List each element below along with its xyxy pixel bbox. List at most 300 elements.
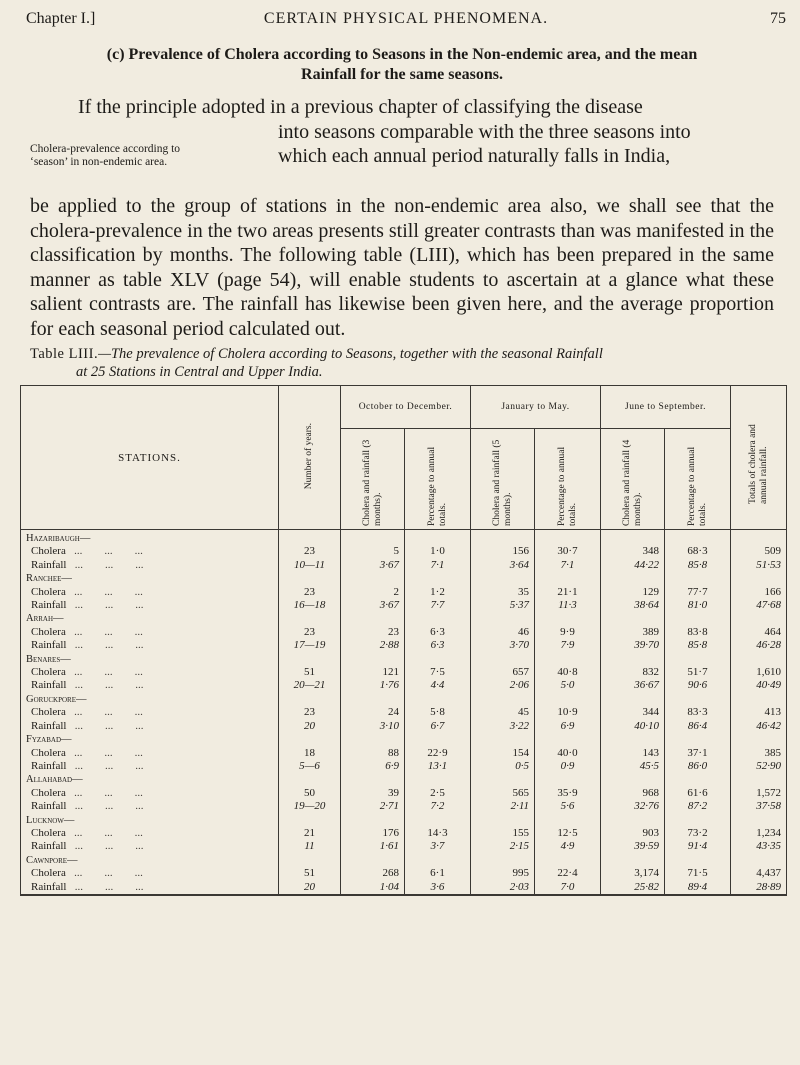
station-name: Cawnpore—: [21, 854, 279, 867]
empty-cell: [601, 773, 665, 786]
cholera-value: 5: [341, 545, 405, 558]
cholera-value: 4,437: [731, 867, 787, 880]
cholera-value: 1,234: [731, 827, 787, 840]
cholera-label-text: Cholera: [31, 786, 66, 799]
cholera-value: 83·3: [665, 706, 731, 719]
rainfall-label: [21, 599, 279, 612]
rainfall-value: 6·9: [341, 760, 405, 773]
paragraph-line: into seasons comparable with the three seasons into: [278, 120, 691, 143]
rainfall-value: 5—6: [279, 760, 341, 773]
empty-cell: [535, 653, 601, 666]
cholera-value: 1,572: [731, 787, 787, 800]
rainfall-value: 37·58: [731, 800, 787, 813]
cholera-value: 143: [601, 747, 665, 760]
station-header-row: [21, 854, 787, 867]
empty-cell: [665, 773, 731, 786]
cholera-value: 413: [731, 706, 787, 719]
margin-note: [30, 143, 270, 169]
rainfall-value: 20: [279, 720, 341, 733]
group-header-oct-dec: October to December.: [341, 386, 471, 429]
empty-cell: [601, 693, 665, 706]
rainfall-value: 3·67: [341, 599, 405, 612]
cholera-value: 657: [471, 666, 535, 679]
rainfall-label-text: Rainfall: [31, 679, 67, 692]
empty-cell: [341, 572, 405, 585]
rainfall-value: 46·28: [731, 639, 787, 652]
cholera-value: 7·5: [405, 666, 471, 679]
rainfall-value: 7·1: [405, 559, 471, 572]
cholera-value: 88: [341, 747, 405, 760]
rainfall-value: 43·35: [731, 840, 787, 853]
empty-cell: [279, 530, 341, 546]
cholera-label-text: Cholera: [31, 746, 66, 759]
empty-cell: [471, 733, 535, 746]
leader-dots: ... ... ...: [66, 840, 144, 853]
cholera-value: 50: [279, 787, 341, 800]
rainfall-label: [21, 800, 279, 813]
leader-dots: ... ... ...: [66, 679, 144, 692]
rainfall-value: 45·5: [601, 760, 665, 773]
cholera-value: 1·0: [405, 545, 471, 558]
rainfall-value: 3·7: [405, 840, 471, 853]
cholera-value: 156: [471, 545, 535, 558]
empty-cell: [665, 814, 731, 827]
cholera-label-text: Cholera: [31, 867, 66, 880]
station-header-row: [21, 572, 787, 585]
rainfall-value: 2·88: [341, 639, 405, 652]
rainfall-value: 19—20: [279, 800, 341, 813]
cholera-value: 832: [601, 666, 665, 679]
empty-cell: [405, 612, 471, 625]
rainfall-label-text: Rainfall: [31, 558, 67, 571]
rainfall-value: 6·7: [405, 720, 471, 733]
cholera-row: [21, 827, 787, 840]
cholera-value: 154: [471, 747, 535, 760]
empty-cell: [601, 530, 665, 546]
station-header-row: [21, 773, 787, 786]
empty-cell: [279, 814, 341, 827]
empty-cell: [341, 733, 405, 746]
sub-header: Cholera and rainfall (3 months).: [341, 429, 405, 530]
rainfall-label-text: Rainfall: [31, 880, 67, 893]
rainfall-value: 2·11: [471, 800, 535, 813]
cholera-value: 51: [279, 867, 341, 880]
cholera-label-text: Cholera: [31, 706, 66, 719]
rainfall-label-text: Rainfall: [31, 719, 67, 732]
cholera-value: 903: [601, 827, 665, 840]
rainfall-value: 7·2: [405, 800, 471, 813]
rainfall-value: 11: [279, 840, 341, 853]
cholera-value: 2·5: [405, 787, 471, 800]
rainfall-value: 1·61: [341, 840, 405, 853]
cholera-row: [21, 706, 787, 719]
empty-cell: [731, 733, 787, 746]
empty-cell: [601, 612, 665, 625]
group-header-jan-may: January to May.: [471, 386, 601, 429]
empty-cell: [471, 773, 535, 786]
station-name: Fyzabad—: [21, 733, 279, 746]
rainfall-value: 5·0: [535, 679, 601, 692]
rainfall-value: 20—21: [279, 679, 341, 692]
cholera-value: 1,610: [731, 666, 787, 679]
cholera-value: 6·1: [405, 867, 471, 880]
station-header-row: [21, 653, 787, 666]
empty-cell: [341, 653, 405, 666]
rainfall-value: 0·9: [535, 760, 601, 773]
rainfall-value: 86·4: [665, 720, 731, 733]
rainfall-row: [21, 679, 787, 692]
section-heading: [30, 45, 774, 85]
paragraph-line: If the principle adopted in a previous chapter of classifying the disease: [78, 96, 643, 118]
rainfall-label: [21, 679, 279, 692]
leader-dots: ... ... ...: [66, 599, 144, 612]
empty-cell: [341, 854, 405, 867]
rainfall-value: 17—19: [279, 639, 341, 652]
cholera-value: 389: [601, 626, 665, 639]
rainfall-label-text: Rainfall: [31, 759, 67, 772]
rainfall-value: 32·76: [601, 800, 665, 813]
rainfall-value: 86·0: [665, 760, 731, 773]
rainfall-value: 6·9: [535, 720, 601, 733]
empty-cell: [665, 693, 731, 706]
rainfall-label: [21, 559, 279, 572]
table-caption-line1: —The prevalence of Cholera according to Seasons, together with the seasonal Rainfall: [98, 346, 603, 362]
empty-cell: [601, 814, 665, 827]
cholera-value: 14·3: [405, 827, 471, 840]
margin-note-line1: Cholera-prevalence according to: [30, 143, 181, 155]
cholera-value: 1·2: [405, 586, 471, 599]
rainfall-row: [21, 599, 787, 612]
rainfall-value: 39·59: [601, 840, 665, 853]
rainfall-label: [21, 720, 279, 733]
empty-cell: [405, 653, 471, 666]
rainfall-value: 4·4: [405, 679, 471, 692]
rainfall-value: 46·42: [731, 720, 787, 733]
rainfall-value: 3·10: [341, 720, 405, 733]
station-header-row: [21, 733, 787, 746]
empty-cell: [405, 814, 471, 827]
rainfall-row: [21, 639, 787, 652]
empty-cell: [535, 530, 601, 546]
cholera-row: [21, 747, 787, 760]
cholera-value: 22·4: [535, 867, 601, 880]
empty-cell: [731, 612, 787, 625]
leader-dots: ... ... ...: [66, 880, 144, 893]
station-name: Ranchee—: [21, 572, 279, 585]
leader-dots: ... ... ...: [65, 666, 143, 679]
cholera-value: 23: [279, 586, 341, 599]
rainfall-value: 3·6: [405, 881, 471, 895]
cholera-row: [21, 867, 787, 880]
rainfall-value: 91·4: [665, 840, 731, 853]
station-name: Lucknow—: [21, 814, 279, 827]
empty-cell: [405, 733, 471, 746]
empty-cell: [731, 530, 787, 546]
station-header-row: [21, 530, 787, 546]
empty-cell: [279, 773, 341, 786]
station-name: Benares—: [21, 653, 279, 666]
empty-cell: [731, 814, 787, 827]
empty-cell: [731, 693, 787, 706]
section-heading-line1: (c) Prevalence of Cholera according to Seasons in the Non-endemic area, and the mean: [106, 46, 698, 63]
cholera-value: 21·1: [535, 586, 601, 599]
cholera-value: 565: [471, 787, 535, 800]
cholera-label: [21, 706, 279, 719]
cholera-value: 2: [341, 586, 405, 599]
cholera-value: 23: [279, 626, 341, 639]
rainfall-value: 7·1: [535, 559, 601, 572]
rainfall-value: 2·03: [471, 881, 535, 895]
empty-cell: [341, 530, 405, 546]
leader-dots: ... ... ...: [65, 867, 143, 880]
rainfall-label: [21, 840, 279, 853]
rainfall-value: 85·8: [665, 639, 731, 652]
rainfall-row: [21, 559, 787, 572]
rainfall-label-text: Rainfall: [31, 800, 67, 813]
empty-cell: [535, 733, 601, 746]
leader-dots: ... ... ...: [65, 585, 143, 598]
empty-cell: [471, 854, 535, 867]
rainfall-label: [21, 639, 279, 652]
empty-cell: [535, 612, 601, 625]
cholera-value: 23: [279, 706, 341, 719]
cholera-value: 968: [601, 787, 665, 800]
years-header: Number of years.: [279, 386, 341, 530]
empty-cell: [665, 530, 731, 546]
empty-cell: [535, 572, 601, 585]
sub-header: Percentage to annual totals.: [535, 429, 601, 530]
paragraph-line: which each annual period naturally falls in India,: [278, 145, 671, 167]
cholera-label-text: Cholera: [31, 666, 66, 679]
empty-cell: [405, 854, 471, 867]
sub-header: Cholera and rainfall (5 months).: [471, 429, 535, 530]
empty-cell: [471, 612, 535, 625]
cholera-value: 176: [341, 827, 405, 840]
empty-cell: [341, 814, 405, 827]
cholera-value: 121: [341, 666, 405, 679]
rainfall-value: 39·70: [601, 639, 665, 652]
cholera-row: [21, 545, 787, 558]
cholera-label: [21, 666, 279, 679]
table-caption: [30, 345, 774, 381]
leader-dots: ... ... ...: [66, 558, 144, 571]
rainfall-row: [21, 720, 787, 733]
empty-cell: [601, 653, 665, 666]
empty-cell: [665, 653, 731, 666]
station-name: Arrah—: [21, 612, 279, 625]
cholera-label: [21, 787, 279, 800]
empty-cell: [535, 814, 601, 827]
empty-cell: [405, 530, 471, 546]
empty-cell: [601, 854, 665, 867]
rainfall-value: 90·6: [665, 679, 731, 692]
rainfall-row: [21, 881, 787, 895]
cholera-value: 21: [279, 827, 341, 840]
cholera-value: 45: [471, 706, 535, 719]
sub-header: Percentage to annual totals.: [665, 429, 731, 530]
cholera-value: 30·7: [535, 545, 601, 558]
leader-dots: ... ... ...: [65, 625, 143, 638]
empty-cell: [665, 733, 731, 746]
cholera-value: 68·3: [665, 545, 731, 558]
empty-cell: [471, 814, 535, 827]
empty-cell: [279, 693, 341, 706]
cholera-value: 9·9: [535, 626, 601, 639]
rainfall-value: 16—18: [279, 599, 341, 612]
cholera-value: 5·8: [405, 706, 471, 719]
rainfall-label: [21, 760, 279, 773]
rainfall-value: 40·49: [731, 679, 787, 692]
leader-dots: ... ... ...: [66, 719, 144, 732]
cholera-value: 73·2: [665, 827, 731, 840]
empty-cell: [665, 612, 731, 625]
cholera-value: 37·1: [665, 747, 731, 760]
stations-header: STATIONS.: [21, 386, 279, 530]
rainfall-value: 44·22: [601, 559, 665, 572]
rainfall-value: 2·71: [341, 800, 405, 813]
station-name: Hazaribaugh—: [21, 530, 279, 546]
empty-cell: [731, 773, 787, 786]
leader-dots: ... ... ...: [66, 639, 144, 652]
leader-dots: ... ... ...: [65, 746, 143, 759]
section-heading-line2: Rainfall for the same seasons.: [301, 66, 503, 83]
empty-cell: [405, 572, 471, 585]
cholera-value: 155: [471, 827, 535, 840]
station-name: Allahabad—: [21, 773, 279, 786]
cholera-value: 40·0: [535, 747, 601, 760]
empty-cell: [601, 733, 665, 746]
empty-cell: [279, 653, 341, 666]
cholera-value: 10·9: [535, 706, 601, 719]
sub-header: Cholera and rainfall (4 months).: [601, 429, 665, 530]
empty-cell: [601, 572, 665, 585]
rainfall-label-text: Rainfall: [31, 840, 67, 853]
leader-dots: ... ... ...: [65, 545, 143, 558]
sub-header: Percentage to annual totals.: [405, 429, 471, 530]
rainfall-label-text: Rainfall: [31, 639, 67, 652]
group-header-jun-sep: June to September.: [601, 386, 731, 429]
cholera-value: 129: [601, 586, 665, 599]
leader-dots: ... ... ...: [65, 826, 143, 839]
rainfall-value: 7·7: [405, 599, 471, 612]
cholera-value: 348: [601, 545, 665, 558]
cholera-row: [21, 626, 787, 639]
rainfall-value: 47·68: [731, 599, 787, 612]
rainfall-value: 28·89: [731, 881, 787, 895]
cholera-value: 22·9: [405, 747, 471, 760]
empty-cell: [471, 653, 535, 666]
cholera-value: 23: [279, 545, 341, 558]
rainfall-value: 81·0: [665, 599, 731, 612]
cholera-value: 51·7: [665, 666, 731, 679]
empty-cell: [471, 693, 535, 706]
rainfall-value: 13·1: [405, 760, 471, 773]
cholera-value: 51: [279, 666, 341, 679]
rainfall-value: 40·10: [601, 720, 665, 733]
empty-cell: [279, 612, 341, 625]
cholera-label: [21, 867, 279, 880]
station-header-row: [21, 814, 787, 827]
cholera-value: 71·5: [665, 867, 731, 880]
rainfall-value: 87·2: [665, 800, 731, 813]
cholera-label: [21, 747, 279, 760]
empty-cell: [731, 653, 787, 666]
cholera-row: [21, 666, 787, 679]
chapter-label: Chapter I.]: [26, 10, 96, 27]
station-header-row: [21, 693, 787, 706]
cholera-value: 39: [341, 787, 405, 800]
cholera-value: 23: [341, 626, 405, 639]
rainfall-value: 1·04: [341, 881, 405, 895]
cholera-value: 35: [471, 586, 535, 599]
leader-dots: ... ... ...: [66, 800, 144, 813]
rainfall-value: 3·67: [341, 559, 405, 572]
rainfall-value: 3·70: [471, 639, 535, 652]
rainfall-value: 52·90: [731, 760, 787, 773]
cholera-label-text: Cholera: [31, 585, 66, 598]
running-head: [26, 10, 786, 32]
rainfall-value: 0·5: [471, 760, 535, 773]
cholera-value: 46: [471, 626, 535, 639]
cholera-label: [21, 827, 279, 840]
page-number: 75: [770, 10, 786, 27]
cholera-row: [21, 586, 787, 599]
cholera-value: 3,174: [601, 867, 665, 880]
cholera-value: 83·8: [665, 626, 731, 639]
empty-cell: [471, 572, 535, 585]
rainfall-row: [21, 800, 787, 813]
empty-cell: [731, 572, 787, 585]
empty-cell: [665, 572, 731, 585]
totals-header: Totals of cholera and annual rainfall.: [731, 386, 787, 530]
empty-cell: [279, 572, 341, 585]
rainfall-value: 25·82: [601, 881, 665, 895]
cholera-value: 166: [731, 586, 787, 599]
empty-cell: [279, 854, 341, 867]
cholera-label: [21, 545, 279, 558]
table-label: Table LIII.: [30, 346, 99, 362]
rainfall-value: 10—11: [279, 559, 341, 572]
cholera-value: 18: [279, 747, 341, 760]
rainfall-row: [21, 840, 787, 853]
empty-cell: [535, 773, 601, 786]
rainfall-value: 3·22: [471, 720, 535, 733]
rainfall-value: 11·3: [535, 599, 601, 612]
cholera-value: 385: [731, 747, 787, 760]
empty-cell: [731, 854, 787, 867]
cholera-label-text: Cholera: [31, 545, 66, 558]
rainfall-value: 1·76: [341, 679, 405, 692]
cholera-value: 995: [471, 867, 535, 880]
empty-cell: [405, 773, 471, 786]
rainfall-value: 5·37: [471, 599, 535, 612]
rainfall-value: 3·64: [471, 559, 535, 572]
empty-cell: [471, 530, 535, 546]
cholera-value: 61·6: [665, 787, 731, 800]
rainfall-label: [21, 881, 279, 895]
table-caption-line2: at 25 Stations in Central and Upper India.: [76, 364, 323, 380]
rainfall-value: 20: [279, 881, 341, 895]
cholera-value: 24: [341, 706, 405, 719]
empty-cell: [405, 693, 471, 706]
cholera-value: 77·7: [665, 586, 731, 599]
cholera-value: 344: [601, 706, 665, 719]
empty-cell: [535, 693, 601, 706]
rainfall-value: 2·15: [471, 840, 535, 853]
station-header-row: [21, 612, 787, 625]
cholera-value: 6·3: [405, 626, 471, 639]
leader-dots: ... ... ...: [65, 706, 143, 719]
